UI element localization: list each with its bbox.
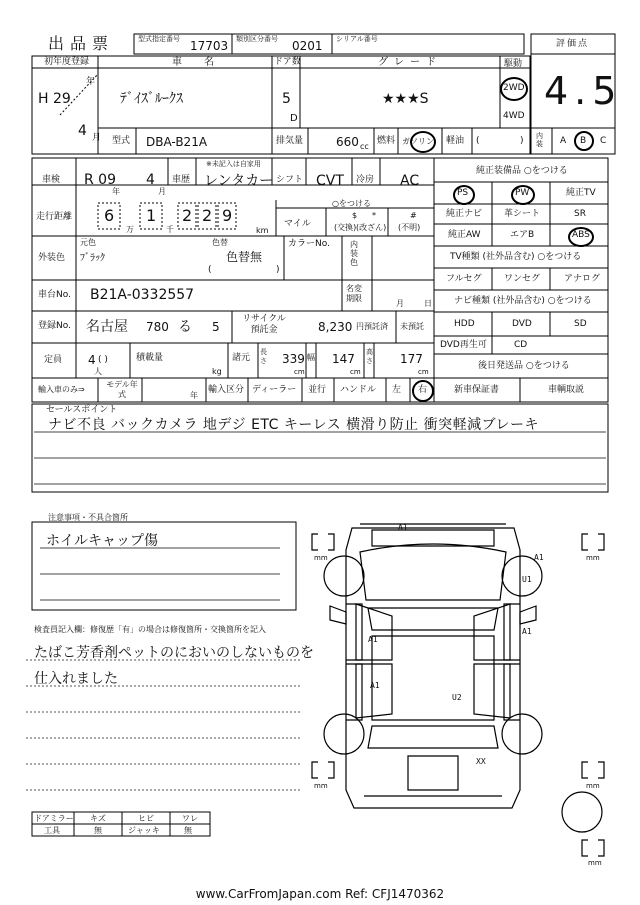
tool-header-crack: ヒビ	[138, 814, 154, 823]
tread-label-front-right: mm	[586, 554, 600, 562]
width-value: 147	[332, 352, 355, 366]
mileage-unit-sen: 千	[166, 225, 174, 234]
inspector-label: 検査員記入欄：修復歴「有」の場合は修復箇所・交換箇所を記入	[34, 625, 266, 634]
ac-label: 冷房	[356, 175, 375, 185]
damage-mark-right-front-door: A1	[522, 627, 532, 636]
mileage-digit-1: 6	[104, 206, 115, 225]
mileage-unit-man: 万	[126, 225, 134, 234]
capacity-unit: 人	[94, 367, 102, 376]
model-year-unit: 年	[190, 391, 198, 400]
equipment-title: 純正装備品 ○をつける	[476, 166, 568, 176]
equip-ps-circle	[453, 185, 475, 205]
first-reg-month: 4	[78, 123, 87, 139]
damage-mark-front-bumper: A1	[398, 523, 408, 532]
sales-label: セールスポイント	[46, 405, 118, 415]
later-warranty: 新車保証書	[454, 385, 500, 395]
inspector-line-1: たばこ芳香剤ペットのにおいのしないものを	[34, 645, 314, 661]
mileage-label: 走行距離	[36, 212, 73, 222]
capacity-value: 4	[88, 353, 96, 367]
shift-label: シフト	[276, 175, 304, 185]
model-year-label: モデル年式	[106, 380, 138, 399]
model-label: 型式	[112, 136, 131, 146]
recycle-status: 未預託	[400, 322, 424, 331]
color-orig-label: 元色	[80, 238, 96, 247]
doors-label: ドア数	[274, 57, 301, 67]
meter-unknown: (不明)	[398, 223, 421, 232]
type-designation-value: 17703	[190, 39, 229, 53]
equip-tv: 純正TV	[566, 188, 596, 198]
tool-value-tools: 工具	[44, 826, 60, 835]
mileage-digit-4: 2	[202, 206, 213, 225]
load-label: 積載量	[136, 353, 164, 363]
equip-pw: PW	[515, 188, 530, 198]
tv-fullseg: フルセグ	[446, 274, 482, 284]
color-change-label: 色替	[212, 238, 228, 247]
fuel-paren-close: )	[520, 136, 524, 146]
grade-label: グレード	[378, 57, 442, 68]
fuel-paren-open: (	[476, 136, 480, 146]
tool-header-scratch: キズ	[90, 814, 106, 823]
nav-dvd: DVD	[512, 319, 532, 329]
load-unit: kg	[212, 367, 222, 376]
nav-sd: SD	[574, 319, 587, 329]
drive-label: 駆動	[504, 59, 523, 69]
car-name-value: ﾃﾞｲｽﾞﾙｰｸｽ	[120, 91, 183, 107]
dims-label: 諸元	[232, 353, 251, 363]
width-label: 幅	[307, 353, 315, 362]
capacity-label: 定員	[44, 355, 63, 365]
tread-label-spare: mm	[588, 859, 602, 867]
first-reg-era: H 29	[38, 91, 71, 107]
plate-expiry-month: 月	[396, 299, 404, 308]
nav-title: ナビ種類 (社外品含む) ○をつける	[454, 296, 592, 306]
meter-exchange: (交換)	[334, 223, 357, 232]
damage-mark-left-front-door: A1	[368, 635, 378, 644]
equip-airbag: エアB	[510, 230, 535, 240]
grade-value: ★★★S	[382, 91, 429, 107]
meter-note: ○をつける	[332, 199, 371, 208]
history-note: ※未記入は自家用	[206, 160, 261, 168]
color-label: 外装色	[38, 253, 66, 263]
drive-2wd-circle	[500, 77, 528, 101]
meter-altered: (改ざん)	[356, 223, 387, 232]
height-unit: cm	[418, 368, 429, 376]
height-label: 高さ	[366, 348, 373, 365]
category-label: 類別区分番号	[236, 35, 278, 43]
doors-suffix: D	[290, 113, 298, 124]
color-no-label: カラーNo.	[288, 239, 330, 249]
recycle-label: リサイクル預託金	[242, 314, 286, 335]
first-reg-year-unit: 年	[86, 77, 96, 87]
capacity-paren: ( )	[98, 355, 108, 365]
import-parallel: 並行	[308, 385, 327, 395]
category-value: 0201	[292, 39, 323, 53]
equip-sr: SR	[574, 209, 586, 219]
damage-mark-rear: XX	[476, 757, 486, 766]
handle-label: ハンドル	[340, 385, 377, 395]
tool-value-jack-status: 無	[184, 826, 192, 835]
rating-label: 評価点	[556, 39, 590, 49]
later-title: 後日発送品 ○をつける	[478, 361, 570, 371]
equip-pw-circle	[511, 185, 535, 205]
fuel-diesel: 軽油	[446, 136, 465, 146]
fuel-gasoline: ガソリン	[402, 137, 434, 146]
model-value: DBA-B21A	[146, 135, 208, 149]
meter-star: *	[372, 211, 376, 220]
equip-abs: ABS	[572, 230, 590, 240]
inspection-month: 4	[146, 172, 155, 188]
footer-ref: www.CarFromJapan.com Ref: CFJ1470362	[195, 887, 445, 901]
form-title: 出品票	[48, 34, 115, 53]
dvd-playable: DVD再生可	[440, 340, 487, 350]
tv-title: TV種類 (社外品含む) ○をつける	[450, 252, 582, 262]
color-paren-close: )	[276, 265, 280, 275]
interior-grade-b-circle	[574, 131, 594, 151]
color-change-value: 色替無	[226, 250, 263, 264]
interior-grade-c: C	[600, 136, 607, 146]
import-dealer: ディーラー	[252, 385, 297, 395]
rating-value: 4.5	[544, 69, 623, 113]
color-orig-value: ﾌﾞﾗｯｸ	[80, 253, 105, 264]
tool-header-break: ワレ	[182, 814, 198, 823]
inspection-label: 車検	[42, 175, 61, 185]
length-label: 長さ	[260, 348, 267, 365]
inspection-year-unit: 年	[112, 187, 120, 196]
damage-mark-left-rear-door: A1	[370, 681, 380, 690]
import-label: 輸入車のみ⇒	[38, 385, 85, 394]
shift-value: CVT	[316, 173, 344, 189]
height-value: 177	[400, 352, 423, 366]
equip-navi: 純正ナビ	[446, 209, 483, 219]
car-name-label: 車名	[172, 57, 236, 68]
fuel-label: 燃料	[377, 136, 396, 146]
sales-text: ナビ不良 バックカメラ 地デジ ETC キーレス 横滑り防止 衝突軽減ブレーキ	[48, 417, 540, 433]
damage-mark-roof: U2	[452, 693, 462, 702]
tread-label-front-left: mm	[314, 554, 328, 562]
plate-expiry-label: 名変期限	[346, 284, 362, 303]
recycle-amount: 8,230	[318, 320, 353, 334]
mileage-digit-2: 1	[146, 206, 157, 225]
damage-mark-front-right-wheel: U1	[522, 575, 532, 584]
length-value: 339	[282, 352, 305, 366]
equip-abs-circle	[568, 227, 594, 247]
displacement-unit: cc	[360, 142, 369, 151]
tool-value-jack: ジャッキ	[128, 826, 160, 835]
tv-analog: アナログ	[564, 274, 601, 284]
tread-label-rear-right: mm	[586, 782, 600, 790]
ac-value: AC	[400, 173, 420, 189]
equip-leather: 革シート	[504, 209, 541, 219]
reg-class: 780	[146, 320, 169, 334]
inspection-era: R 09	[84, 172, 116, 188]
interior-color-label: 内装色	[350, 240, 358, 267]
nav-hdd: HDD	[454, 319, 475, 329]
chassis-label: 車台No.	[38, 290, 71, 300]
handle-right-circle	[412, 380, 434, 402]
type-designation-label: 型式指定番号	[138, 35, 180, 43]
fuel-gasoline-circle	[410, 131, 436, 153]
equip-aw: 純正AW	[448, 230, 481, 240]
registration-label: 登録No.	[38, 321, 71, 331]
meter-dollar: $	[352, 211, 358, 220]
reg-area: 名古屋	[86, 319, 128, 335]
drive-2wd: 2WD	[503, 83, 525, 93]
recycle-suffix: 円預託済	[356, 322, 388, 331]
handle-left: 左	[392, 385, 402, 395]
displacement-label: 排気量	[276, 136, 304, 146]
later-manual: 車輌取説	[548, 385, 585, 395]
inspection-month-unit: 月	[158, 187, 166, 196]
drive-4wd: 4WD	[503, 111, 525, 121]
tool-value-tools-status: 無	[94, 826, 102, 835]
mileage-digit-5: 9	[222, 206, 233, 225]
serial-label: シリアル番号	[336, 35, 378, 43]
plate-expiry-day: 日	[424, 299, 432, 308]
length-unit: cm	[294, 368, 305, 376]
notes-line-1: ホイルキャップ傷	[46, 533, 158, 549]
interior-grade-a: A	[560, 136, 567, 146]
first-reg-label: 初年度登録	[44, 57, 90, 67]
damage-mark-front-right-fender: A1	[534, 553, 544, 562]
chassis-value: B21A-0332557	[90, 287, 195, 303]
inspector-line-2: 仕入れました	[34, 671, 118, 687]
color-paren-open: (	[208, 265, 212, 275]
doors-value: 5	[282, 91, 291, 107]
displacement-value: 660	[336, 135, 359, 149]
equip-ps: PS	[457, 188, 469, 198]
mileage-unit: km	[256, 226, 269, 235]
interior-grade-b: B	[580, 136, 587, 146]
reg-number: 5	[212, 320, 220, 334]
width-unit: cm	[350, 368, 361, 376]
notes-label: 注意事項・不具合箇所	[48, 513, 128, 522]
history-label: 車歴	[172, 175, 191, 185]
first-reg-month-unit: 月	[92, 133, 102, 143]
import-type-label: 輸入区分	[208, 385, 245, 395]
meter-mile: マイル	[284, 219, 311, 229]
tv-oneseg: ワンセグ	[504, 274, 541, 284]
tool-header-mirror: ドアミラー	[34, 814, 74, 823]
interior-label: 内装	[536, 132, 543, 148]
handle-right: 右	[418, 385, 428, 395]
cd: CD	[514, 340, 528, 350]
tread-label-rear-left: mm	[314, 782, 328, 790]
mileage-digit-3: 2	[182, 206, 193, 225]
history-value: レンタカー	[204, 173, 274, 189]
reg-kana: る	[178, 319, 192, 335]
meter-hash: #	[410, 211, 417, 220]
